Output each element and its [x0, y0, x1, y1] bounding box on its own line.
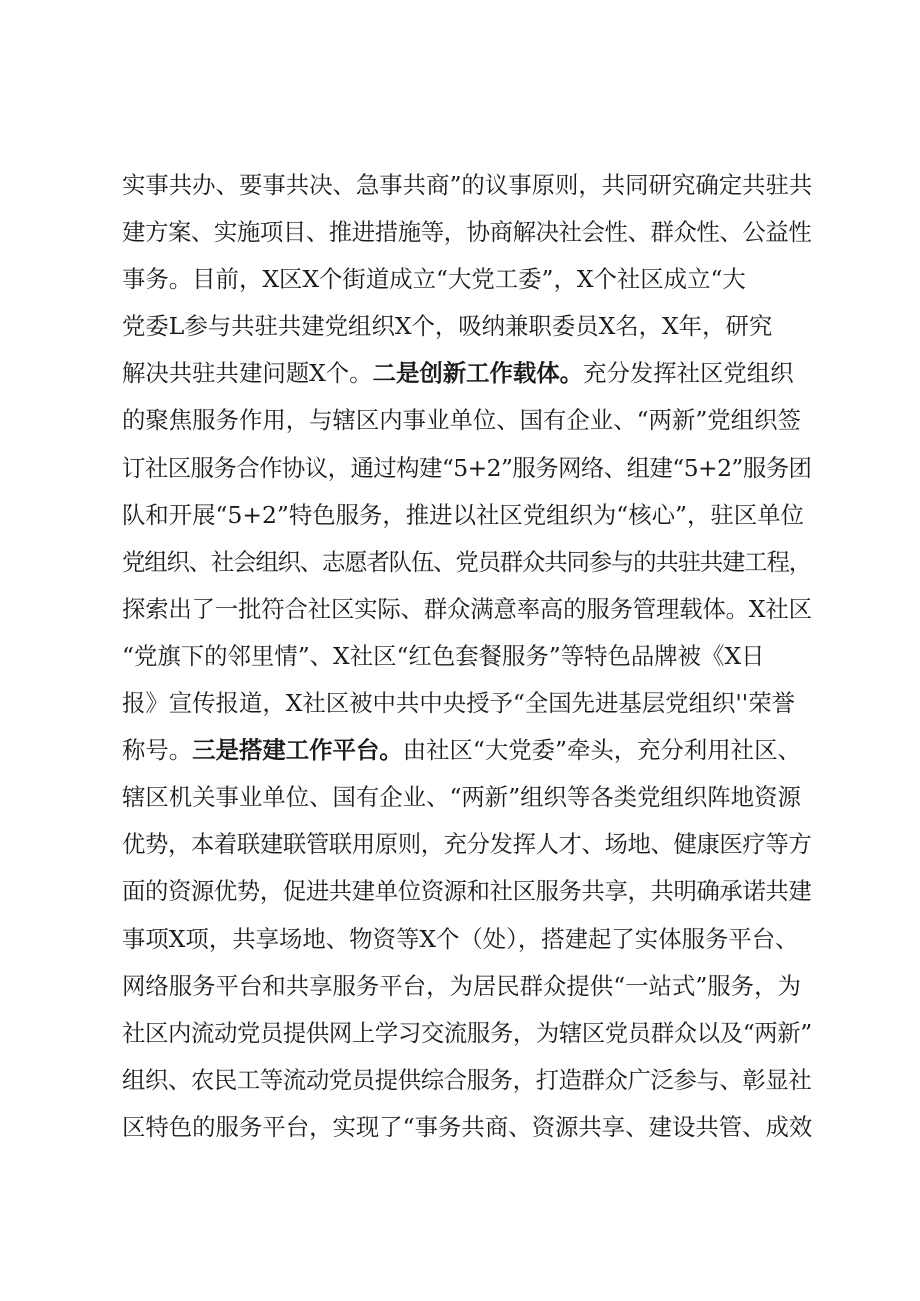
body-text: 面的资源优势，促进共建单位资源和社区服务共享，共明确承诺共建 — [122, 877, 812, 906]
body-text: 区特色的服务平台，实现了“事务共商、资源共享、建设共管、成效 — [122, 1112, 812, 1141]
body-text: 充分发挥社区党组织 — [583, 359, 794, 388]
text-line — [122, 445, 812, 492]
body-text: 事项X项，共享场地、物资等X个（处），搭建起了实体服务平台、 — [122, 924, 799, 953]
body-text: 事务。目前，X区X个街道成立“大党工委”，X个社区成立“大 — [122, 265, 746, 294]
body-text: 党组织、社会组织、志愿者队伍、党员群众共同参与的共驻共建工程， — [122, 547, 811, 576]
text-line — [122, 209, 812, 256]
text-line — [122, 539, 812, 586]
body-text: 实事共办、要事共决、急事共商”的议事原则，共同研究确定共驻共 — [122, 171, 812, 199]
text-line — [122, 1010, 812, 1057]
text-line — [122, 727, 812, 774]
text-line — [122, 586, 812, 633]
body-text: 网络服务平台和共享服务平台，为居民群众提供“一站式”服务，为 — [122, 971, 801, 1000]
body-text: 社区内流动党员提供网上学习交流服务，为辖区党员群众以及“两新” — [122, 1018, 812, 1047]
text-line — [122, 963, 812, 1010]
text-line — [122, 868, 812, 915]
body-text: “党旗下的邻里情”、X社区“红色套餐服务”等特色品牌被《X日 — [122, 641, 765, 670]
body-paragraph — [122, 162, 812, 1151]
text-line — [122, 774, 812, 821]
body-text: 解决共驻共建问题X个。 — [122, 359, 373, 388]
text-line — [122, 1057, 812, 1104]
bold-heading-text: 二是创新工作载体。 — [372, 359, 584, 388]
text-line — [122, 680, 812, 727]
text-line — [122, 1104, 812, 1151]
body-text: 由社区“大党委”牵头，充分利用社区、 — [402, 736, 801, 765]
body-text: 建方案、实施项目、推进措施等，协商解决社会性、群众性、公益性 — [122, 218, 812, 247]
body-text: 党委L参与共驻共建党组织X个，吸纳兼职委员X名，X年，研究 — [122, 312, 773, 341]
text-line — [122, 821, 812, 868]
text-line — [122, 397, 812, 444]
body-text: 的聚焦服务作用，与辖区内事业单位、国有企业、“两新”党组织签 — [122, 406, 801, 435]
text-line — [122, 916, 812, 963]
body-text: 订社区服务合作协议，通过构建“5+2”服务网络、组建“5+2”服务团 — [122, 453, 812, 482]
bold-heading-text: 三是搭建工作平台。 — [192, 736, 403, 765]
text-line — [122, 162, 812, 209]
text-line — [122, 633, 812, 680]
body-text: 称号。 — [122, 736, 193, 765]
body-text: 队和开展“5+2”特色服务，推进以社区党组织为“核心”，驻区单位 — [122, 500, 804, 529]
text-line — [122, 492, 812, 539]
body-text: 辖区机关事业单位、国有企业、“两新”组织等各类党组织阵地资源 — [122, 783, 801, 812]
text-line — [122, 303, 812, 350]
body-text: 探索出了一批符合社区实际、群众满意率高的服务管理载体。X社区 — [122, 594, 812, 623]
text-line — [122, 256, 812, 303]
text-line — [122, 350, 812, 397]
body-text: 报》宣传报道，X社区被中共中央授予“全国先进基层党组织''荣誉 — [122, 689, 796, 718]
body-text: 优势，本着联建联管联用原则，充分发挥人才、场地、健康医疗等方 — [122, 830, 812, 859]
body-text: 组织、农民工等流动党员提供综合服务，打造群众广泛参与、彰显社 — [122, 1065, 812, 1094]
